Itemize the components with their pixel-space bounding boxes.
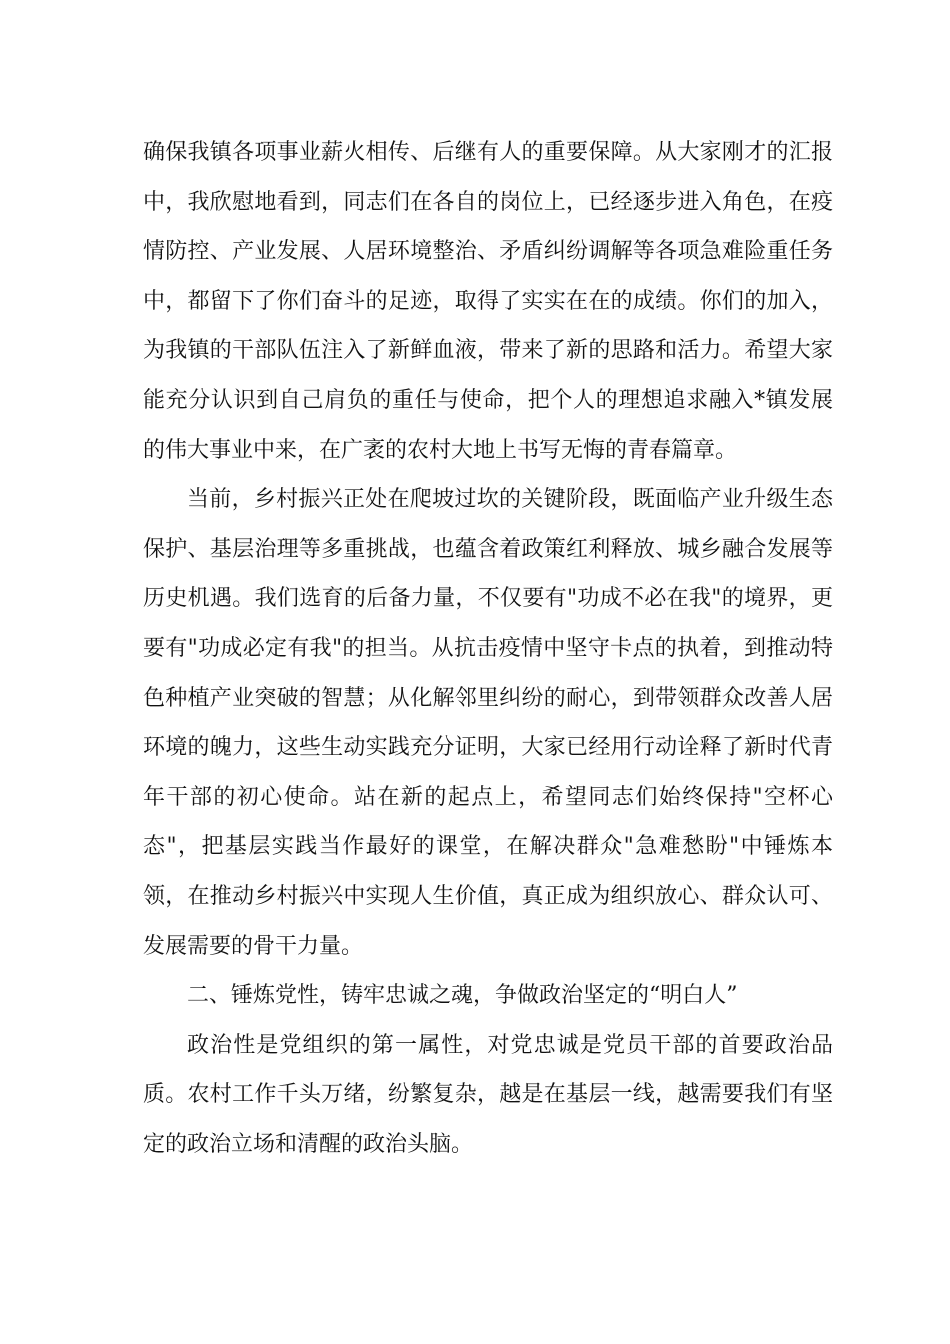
body-paragraph: 确保我镇各项事业薪火相传、后继有人的重要保障。从大家刚才的汇报中，我欣慰地看到，同志们在各自的岗位上，已经逐步进入角色，在疫情防控、产业发展、人居环境整治、矛盾纠纷调解等各项急难险重任务中，都留下了你们奋斗的足迹，取得了实实在在的成绩。你们的加入，为我镇的干部队伍注入了新鲜血液，带来了新的思路和活力。希望大家能充分认识到自己肩负的重任与使命，把个人的理想追求融入*镇发展的伟大事业中来，在广袤的农村大地上书写无悔的青春篇章。 bbox=[143, 140, 833, 463]
body-paragraph: 当前，乡村振兴正处在爬坡过坎的关键阶段，既面临产业升级生态保护、基层治理等多重挑战，也蕴含着政策红利释放、城乡融合发展等历史机遇。我们选育的后备力量，不仅要有"功成不必在我"的境界，更要有"功成必定有我"的担当。从抗击疫情中坚守卡点的执着，到推动特色种植产业突破的智慧；从化解邻里纠纷的耐心，到带领群众改善人居环境的魄力，这些生动实践充分证明，大家已经用行动诠释了新时代青年干部的初心使命。站在新的起点上，希望同志们始终保持"空杯心态"，把基层实践当作最好的课堂，在解决群众"急难愁盼"中锤炼本领，在推动乡村振兴中实现人生价值，真正成为组织放心、群众认可、发展需要的骨干力量。 bbox=[143, 487, 833, 959]
body-paragraph: 政治性是党组织的第一属性，对党忠诚是党员干部的首要政治品质。农村工作千头万绪，纷繁复杂，越是在基层一线，越需要我们有坚定的政治立场和清醒的政治头脑。 bbox=[143, 1032, 833, 1157]
document-body bbox=[143, 128, 833, 1169]
section-heading: 二、锤炼党性，铸牢忠诚之魂，争做政治坚定的“明白人” bbox=[187, 983, 738, 1009]
